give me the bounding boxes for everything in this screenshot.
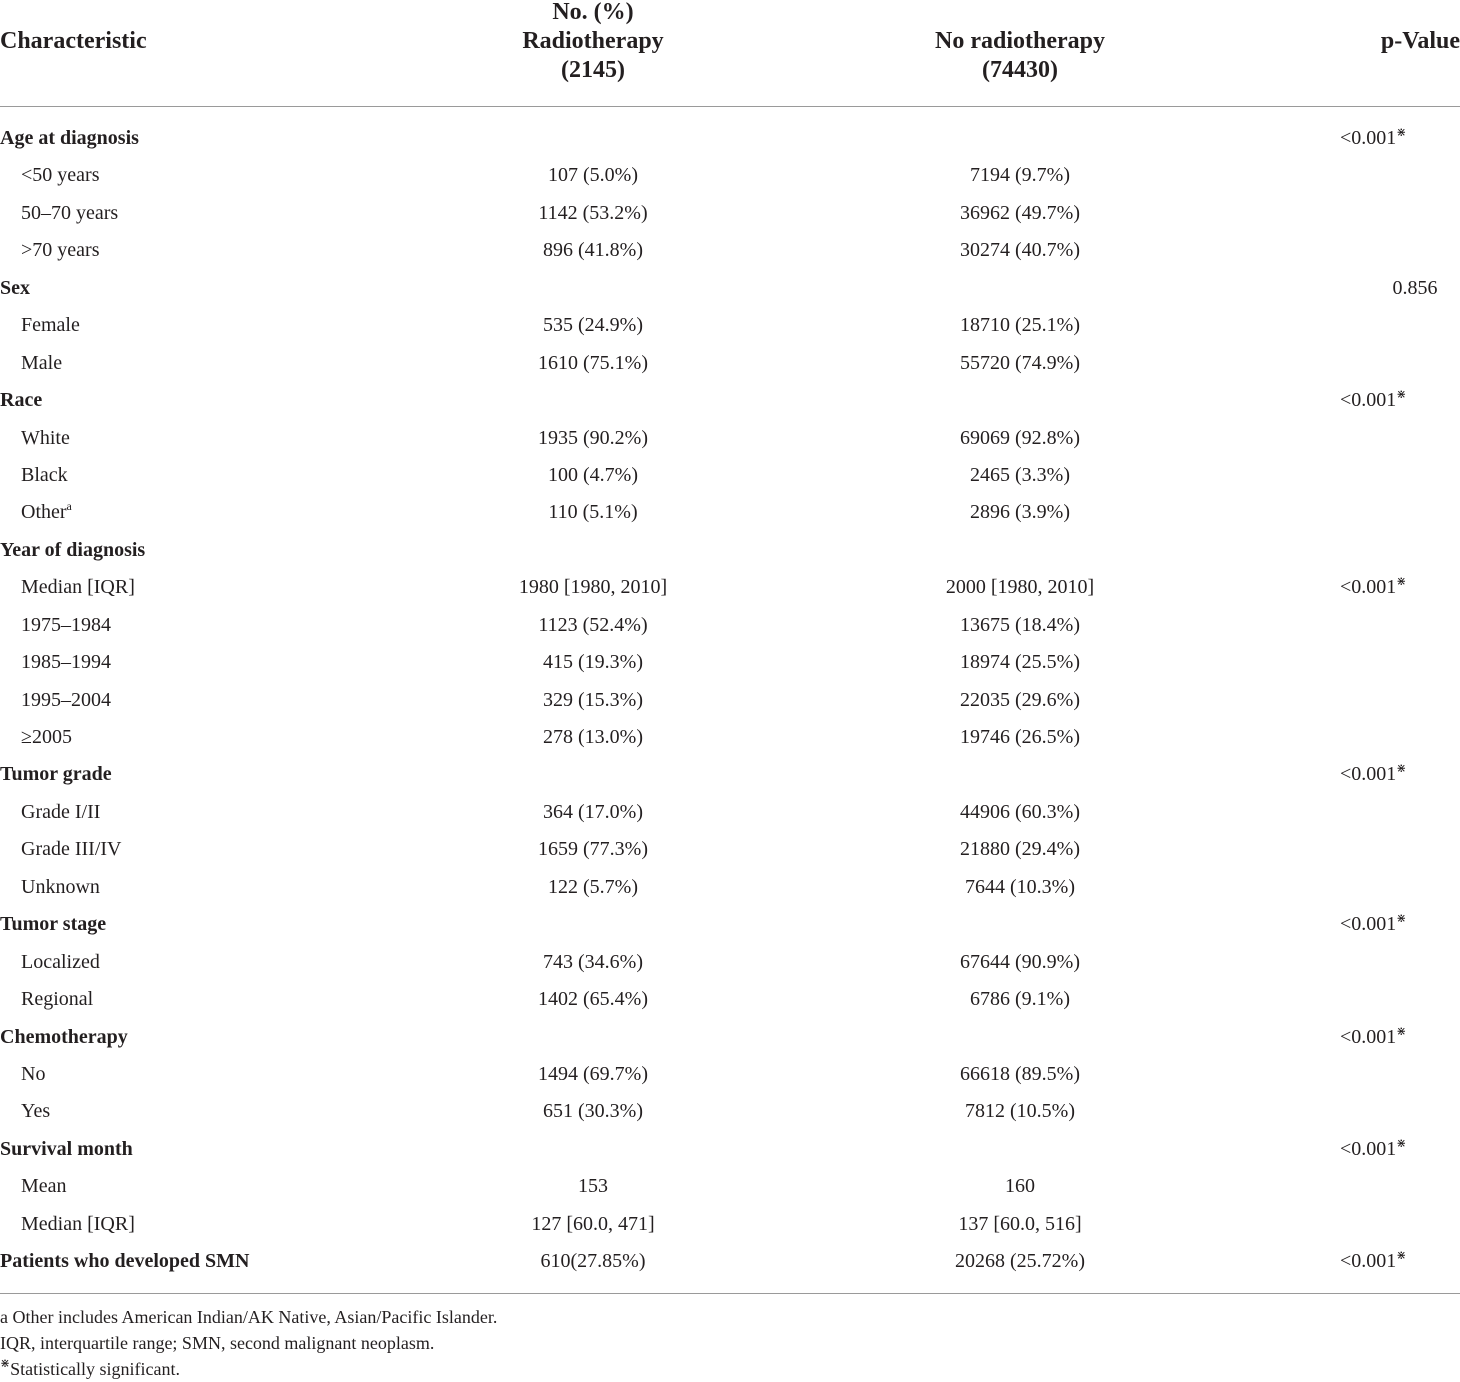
radiotherapy-value: 100 (4.7%) (548, 463, 638, 486)
category-row (0, 532, 1460, 569)
row-label (21, 464, 68, 486)
p-value (1340, 763, 1460, 785)
row-label (21, 239, 99, 261)
header-radiotherapy-label: Radiotherapy (522, 28, 664, 54)
radiotherapy-value: 535 (24.9%) (543, 314, 643, 337)
p-value (1340, 127, 1460, 149)
p-value (1340, 1250, 1460, 1272)
radiotherapy-value: 127 [60.0, 471] (531, 1212, 655, 1235)
table-row (0, 607, 1460, 644)
no-radiotherapy-value: 67644 (90.9%) (960, 950, 1080, 973)
no-radiotherapy-value: 2465 (3.3%) (970, 463, 1070, 486)
table-row (0, 794, 1460, 831)
table-row (0, 719, 1460, 756)
p-value (1340, 1135, 1460, 1160)
table-row (0, 944, 1460, 981)
row-label-text: 1995–2004 (21, 688, 111, 711)
significance-mark: ⋇ (1396, 1023, 1407, 1038)
row-label (21, 501, 72, 523)
table-row (0, 494, 1460, 531)
table-row (0, 457, 1460, 494)
row-label (21, 838, 122, 860)
table-row (0, 569, 1460, 606)
table-row (0, 644, 1460, 681)
radiotherapy-value: 1935 (90.2%) (538, 426, 648, 449)
radiotherapy-value: 896 (41.8%) (543, 239, 643, 262)
row-label-text: Patients who developed SMN (0, 1250, 250, 1273)
row-label (21, 988, 93, 1010)
row-label (21, 614, 111, 636)
significance-mark: ⋇ (1396, 761, 1407, 776)
row-label-text: Chemotherapy (0, 1025, 128, 1048)
row-label-text: 1975–1984 (21, 613, 111, 636)
table-footnotes (0, 1304, 497, 1382)
footnote-a: a Other includes American Indian/AK Native, Asian/Pacific Islander. (0, 1307, 498, 1327)
row-label-text: Other (21, 501, 67, 524)
row-label (0, 913, 106, 935)
radiotherapy-value: 1123 (52.4%) (538, 613, 648, 636)
header-characteristic: Characteristic (0, 28, 147, 54)
no-radiotherapy-value: 7644 (10.3%) (965, 875, 1075, 898)
significance-mark: ⋇ (0, 1356, 11, 1370)
row-label-text: Survival month (0, 1137, 133, 1160)
p-value (1340, 913, 1460, 935)
row-label-text: >70 years (21, 239, 100, 262)
radiotherapy-value: 1402 (65.4%) (538, 988, 648, 1011)
row-label (21, 726, 72, 748)
radiotherapy-value: 278 (13.0%) (543, 726, 643, 748)
row-label (0, 127, 139, 149)
table-row (0, 1168, 1460, 1205)
p-value-text: 0.856 (1392, 276, 1438, 299)
category-row (0, 1131, 1460, 1168)
radiotherapy-value: 153 (578, 1175, 608, 1198)
row-label (21, 1175, 67, 1197)
row-label-text: Yes (21, 1100, 51, 1123)
table-row (0, 307, 1460, 344)
category-row (0, 1243, 1460, 1280)
no-radiotherapy-value: 2896 (3.9%) (970, 501, 1070, 524)
p-value (1340, 1023, 1460, 1048)
category-row (0, 906, 1460, 943)
no-radiotherapy-value: 66618 (89.5%) (960, 1062, 1080, 1085)
header-group-label: No. (%) (552, 0, 634, 25)
no-radiotherapy-value: 44906 (60.3%) (960, 800, 1080, 823)
no-radiotherapy-value: 20268 (25.72%) (955, 1250, 1085, 1273)
row-label-text: No (21, 1062, 46, 1085)
row-label (21, 164, 99, 186)
radiotherapy-value: 1142 (53.2%) (538, 201, 648, 224)
table-header (0, 0, 1460, 107)
row-label (21, 314, 80, 336)
significance-mark: ⋇ (1396, 574, 1407, 589)
header-no-radiotherapy-label: No radiotherapy (935, 28, 1105, 54)
no-radiotherapy-value: 30274 (40.7%) (960, 239, 1080, 262)
row-label-text: Male (21, 351, 63, 374)
table-row (0, 420, 1460, 457)
p-value-text: <0.001 (1340, 1250, 1397, 1273)
no-radiotherapy-value: 6786 (9.1%) (970, 988, 1070, 1011)
no-radiotherapy-value: 18710 (25.1%) (960, 314, 1080, 337)
row-label (0, 763, 112, 785)
no-radiotherapy-value: 2000 [1980, 2010] (945, 576, 1095, 599)
row-label (0, 1138, 133, 1160)
table-row (0, 1206, 1460, 1243)
row-label-text: <50 years (21, 164, 100, 187)
footer-rule (0, 1293, 1460, 1294)
footnote-marker: a (66, 499, 72, 514)
radiotherapy-value: 329 (15.3%) (543, 688, 643, 711)
table-row (0, 831, 1460, 868)
radiotherapy-value: 364 (17.0%) (543, 800, 643, 823)
table-row (0, 1093, 1460, 1130)
row-label (0, 389, 42, 411)
row-label-text: Sex (0, 276, 30, 299)
table-row (0, 232, 1460, 269)
table-row (0, 981, 1460, 1018)
row-label (21, 1213, 135, 1235)
radiotherapy-value: 122 (5.7%) (548, 875, 638, 898)
significance-mark: ⋇ (1396, 125, 1407, 139)
row-label (21, 427, 70, 449)
row-label (21, 876, 100, 898)
row-label (0, 539, 145, 561)
no-radiotherapy-value: 137 [60.0, 516] (958, 1212, 1082, 1235)
footnote-significance (0, 1356, 497, 1382)
no-radiotherapy-value: 160 (1005, 1175, 1035, 1198)
row-label (21, 651, 111, 673)
row-label (0, 1250, 249, 1272)
row-label-text: Unknown (21, 875, 100, 898)
category-row (0, 270, 1460, 307)
no-radiotherapy-value: 22035 (29.6%) (960, 688, 1080, 711)
radiotherapy-value: 1980 [1980, 2010] (518, 576, 668, 599)
p-value-text: <0.001 (1340, 913, 1397, 936)
table-body (0, 120, 1460, 1281)
table-row (0, 345, 1460, 382)
no-radiotherapy-value: 7194 (9.7%) (970, 164, 1070, 187)
category-row (0, 756, 1460, 793)
p-value (1355, 277, 1460, 299)
header-radiotherapy-n: (2145) (561, 57, 625, 83)
radiotherapy-value: 110 (5.1%) (548, 501, 638, 524)
no-radiotherapy-value: 19746 (26.5%) (960, 726, 1080, 748)
row-label-text: Mean (21, 1175, 67, 1198)
row-label-text: White (21, 426, 70, 449)
row-label-text: Median [IQR] (21, 576, 135, 599)
row-label (0, 1026, 128, 1048)
row-label-text: ≥2005 (21, 726, 72, 748)
no-radiotherapy-value: 13675 (18.4%) (960, 613, 1080, 636)
footnote-abbreviations: IQR, interquartile range; SMN, second malignant neoplasm. (0, 1333, 435, 1353)
table-row (0, 869, 1460, 906)
row-label-text: 1985–1994 (21, 651, 111, 674)
row-label-text: Localized (21, 950, 100, 973)
p-value-text: <0.001 (1340, 127, 1397, 149)
header-radiotherapy (493, 0, 693, 85)
footnote-significance-text: Statistically significant. (10, 1359, 181, 1379)
row-label (21, 689, 111, 711)
radiotherapy-value: 1494 (69.7%) (538, 1062, 648, 1085)
row-label (21, 576, 135, 598)
row-label-text: 50–70 years (21, 201, 119, 224)
row-label-text: Tumor grade (0, 763, 112, 786)
row-label (21, 1100, 50, 1122)
header-rule (0, 106, 1460, 107)
significance-mark: ⋇ (1396, 1248, 1407, 1263)
table-row (0, 195, 1460, 232)
p-value (1340, 576, 1460, 598)
row-label-text: Regional (21, 988, 94, 1011)
significance-mark: ⋇ (1396, 387, 1407, 402)
no-radiotherapy-value: 18974 (25.5%) (960, 651, 1080, 674)
row-label-text: Race (0, 389, 43, 412)
no-radiotherapy-value: 36962 (49.7%) (960, 201, 1080, 224)
table-row (0, 1056, 1460, 1093)
radiotherapy-value: 610(27.85%) (540, 1250, 646, 1273)
p-value-text: <0.001 (1340, 389, 1397, 412)
no-radiotherapy-value: 55720 (74.9%) (960, 351, 1080, 374)
row-label-text: Tumor stage (0, 913, 107, 936)
radiotherapy-value: 743 (34.6%) (543, 950, 643, 973)
radiotherapy-value: 107 (5.0%) (548, 164, 638, 187)
p-value (1340, 389, 1460, 411)
significance-mark: ⋇ (1396, 1135, 1407, 1150)
category-row (0, 1019, 1460, 1056)
row-label-text: Year of diagnosis (0, 538, 146, 561)
row-label (0, 277, 30, 299)
no-radiotherapy-value: 69069 (92.8%) (960, 426, 1080, 449)
header-p-value: p-Value (1380, 28, 1460, 54)
table-row (0, 682, 1460, 719)
p-value-text: <0.001 (1340, 763, 1397, 786)
category-row (0, 120, 1460, 157)
radiotherapy-value: 1659 (77.3%) (538, 838, 648, 861)
radiotherapy-value: 415 (19.3%) (543, 651, 643, 674)
significance-mark: ⋇ (1396, 911, 1407, 926)
row-label-text: Age at diagnosis (0, 127, 139, 149)
table-row (0, 157, 1460, 194)
category-row (0, 382, 1460, 419)
row-label-text: Median [IQR] (21, 1212, 135, 1235)
row-label (21, 1063, 45, 1085)
header-no-radiotherapy-n: (74430) (982, 57, 1058, 83)
radiotherapy-value: 1610 (75.1%) (538, 351, 648, 374)
p-value-text: <0.001 (1340, 576, 1397, 599)
header-no-radiotherapy (870, 27, 1170, 85)
row-label (21, 951, 100, 973)
row-label (21, 202, 118, 224)
no-radiotherapy-value: 7812 (10.5%) (965, 1100, 1075, 1123)
row-label-text: Grade I/II (21, 800, 101, 823)
row-label (21, 801, 100, 823)
radiotherapy-value: 651 (30.3%) (543, 1100, 643, 1123)
row-label-text: Black (21, 463, 68, 486)
p-value-text: <0.001 (1340, 1025, 1397, 1048)
p-value-text: <0.001 (1340, 1137, 1397, 1160)
row-label-text: Grade III/IV (21, 838, 122, 861)
no-radiotherapy-value: 21880 (29.4%) (960, 838, 1080, 861)
row-label-text: Female (21, 314, 80, 337)
row-label (21, 352, 62, 374)
